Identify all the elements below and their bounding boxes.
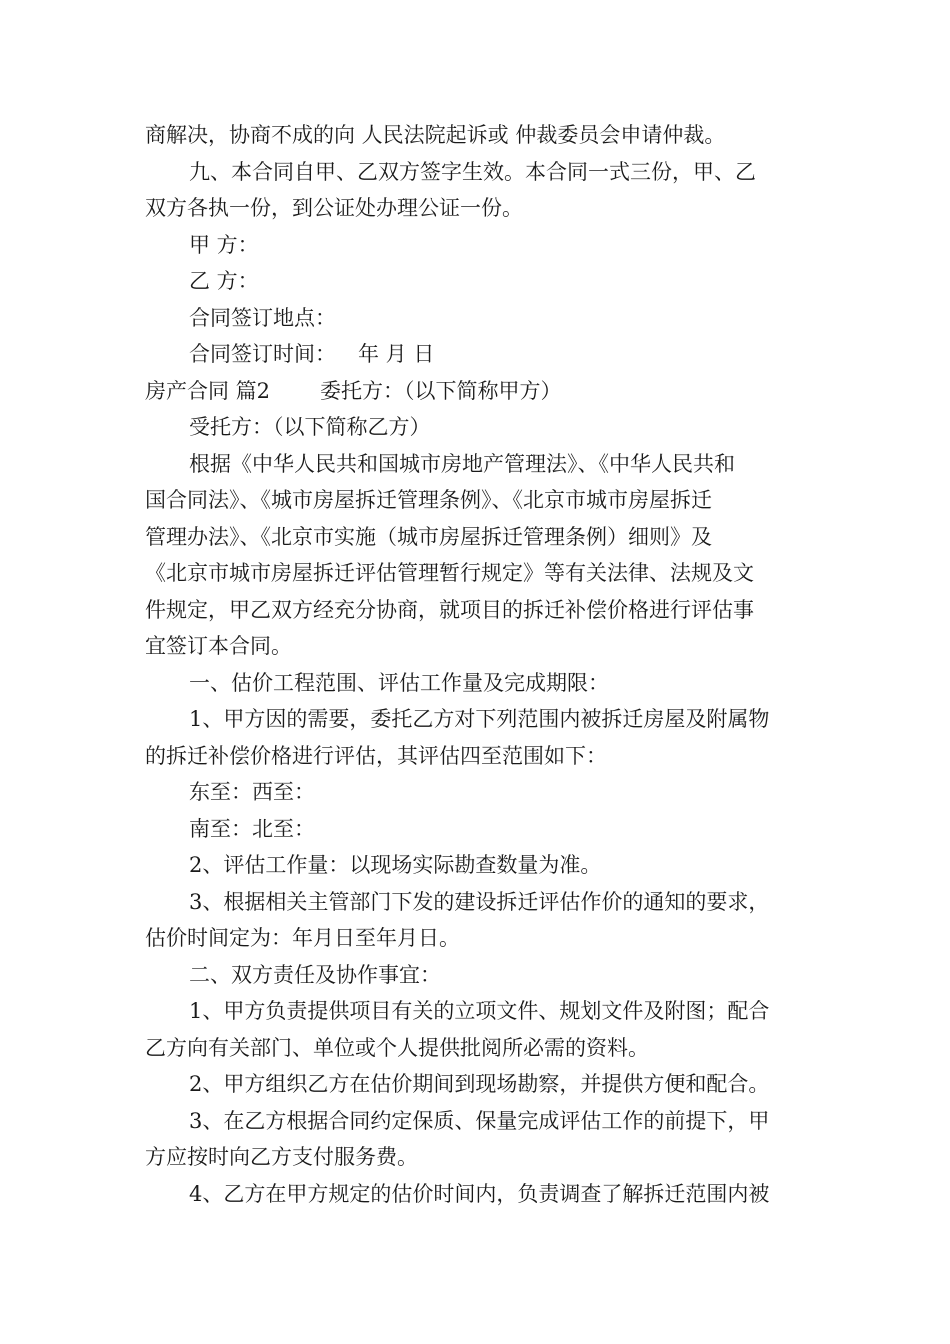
paragraph-line: 2、评估工作量：以现场实际勘查数量为准。: [189, 853, 602, 877]
paragraph-line: 1、甲方负责提供项目有关的立项文件、规划文件及附图；配合: [189, 999, 770, 1023]
paragraph-line: 商解决，协商不成的向 人民法院起诉或 仲裁委员会申请仲裁。: [145, 123, 726, 147]
paragraph-line: 4、乙方在甲方规定的估价时间内，负责调查了解拆迁范围内被: [189, 1181, 770, 1206]
paragraph-line: 宜签订本合同。: [145, 634, 292, 658]
signing-date-line: [145, 336, 805, 373]
party-a-signature-line: 甲 方：: [189, 232, 259, 257]
paragraph-line: 件规定，甲乙双方经充分协商，就项目的拆迁补偿价格进行评估事: [145, 597, 754, 622]
clause-heading: 一、估价工程范围、评估工作量及完成期限：: [189, 670, 609, 695]
paragraph-line: 1、甲方因的需要，委托乙方对下列范围内被拆迁房屋及附属物: [189, 707, 770, 731]
paragraph-line: 的拆迁补偿价格进行评估，其评估四至范围如下：: [145, 743, 607, 768]
paragraph-line: 双方各执一份，到公证处办理公证一份。: [145, 196, 523, 220]
clause-heading: 二、双方责任及协作事宜：: [189, 962, 441, 987]
paragraph-line: 国合同法》、《城市房屋拆迁管理条例》、《北京市城市房屋拆迁: [145, 488, 712, 512]
document-body: [145, 117, 805, 1212]
paragraph-line: 根据《中华人民共和国城市房地产管理法》、《中华人民共和: [189, 451, 735, 476]
paragraph-line: 管理办法》、《北京市实施（城市房屋拆迁管理条例）细则》及: [145, 524, 712, 549]
paragraph-line: 方应按时向乙方支付服务费。: [145, 1145, 418, 1169]
signing-date-value: 年 月 日: [358, 342, 435, 366]
paragraph-line: 受托方：（以下简称乙方）: [189, 415, 431, 439]
paragraph-line: 2、甲方组织乙方在估价期间到现场勘察，并提供方便和配合。: [189, 1072, 770, 1096]
paragraph-line: 南至：北至：: [189, 816, 315, 841]
party-b-signature-line: 乙 方：: [189, 269, 259, 293]
client-party-label: 委托方：（以下简称甲方）: [320, 378, 562, 403]
section-heading-line: [145, 373, 805, 410]
paragraph-line: 九、本合同自甲、乙双方签字生效。本合同一式三份，甲、乙: [189, 159, 756, 184]
paragraph-line: 乙方向有关部门、单位或个人提供批阅所必需的资料。: [145, 1035, 649, 1060]
signing-location-line: 合同签订地点：: [189, 305, 336, 330]
paragraph-line: 《北京市城市房屋拆迁评估管理暂行规定》等有关法律、法规及文: [145, 561, 754, 585]
paragraph-line: 3、在乙方根据合同约定保质、保量完成评估工作的前提下，甲: [189, 1108, 770, 1133]
signing-date-label: 合同签订时间：: [189, 342, 336, 366]
section-heading: 房产合同 篇2: [145, 378, 271, 403]
paragraph-line: 估价时间定为：年月日至年月日。: [145, 926, 460, 950]
paragraph-line: 3、根据相关主管部门下发的建设拆迁评估作价的通知的要求，: [189, 889, 770, 914]
paragraph-line: 东至：西至：: [189, 780, 315, 804]
